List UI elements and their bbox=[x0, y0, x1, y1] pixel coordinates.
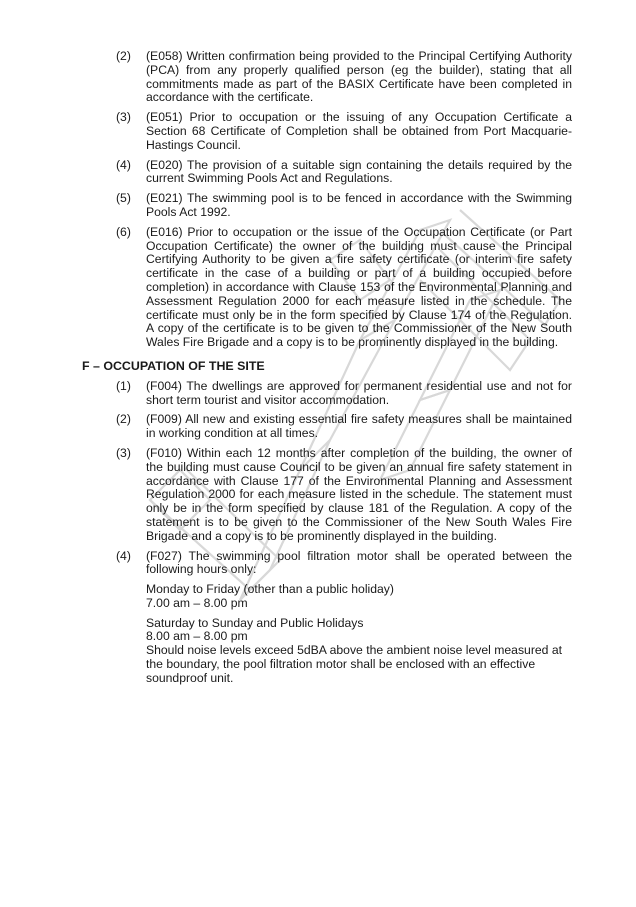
condition-f004 bbox=[82, 380, 572, 408]
item-number: (3) bbox=[116, 445, 131, 460]
item-number: (2) bbox=[116, 412, 131, 427]
condition-f010 bbox=[82, 447, 572, 544]
condition-e058 bbox=[82, 50, 572, 105]
item-number: (4) bbox=[116, 548, 131, 563]
item-number: (4) bbox=[116, 157, 131, 172]
item-text: (E016) Prior to occupation or the issue of the Occupation Certificate (or Part Occupation Certificate) the owner of the building must cause the Principal Certifying Authority to be given a fire safety certificate (or interim fire safety certificate in the case of a building or part of a building occupied before completion) in accordance with Clause 153 of the Environmental Planning and Assessment Regulation 2000 for each measure listed in the schedule. The certificate must only be in the form specified by Clause 174 of the Regulation. A copy of the certificate is to be given to the Commissioner of the New South Wales Fire Brigade and a copy is to be prominently displayed in the building. bbox=[146, 224, 572, 350]
item-number: (5) bbox=[116, 191, 131, 206]
item-text: (E021) The swimming pool is to be fenced in accordance with the Swimming Pools Act 1992. bbox=[146, 191, 572, 219]
condition-e051 bbox=[82, 111, 572, 152]
weekday-hours: 7.00 am – 8.00 pm bbox=[146, 595, 248, 610]
condition-f027 bbox=[82, 550, 572, 686]
document-body bbox=[82, 50, 572, 692]
weekday-days: Monday to Friday (other than a public holiday) bbox=[146, 582, 394, 597]
section-heading-occupation: F – OCCUPATION OF THE SITE bbox=[82, 358, 265, 373]
item-number: (6) bbox=[116, 224, 131, 239]
weekend-hours: 8.00 am – 8.00 pm bbox=[146, 629, 248, 644]
item-text: (E020) The provision of a suitable sign containing the details required by the current Swimming Pools Act and Regulations. bbox=[146, 157, 572, 186]
item-number: (1) bbox=[116, 378, 131, 393]
item-number: (3) bbox=[116, 110, 131, 125]
weekday-schedule bbox=[146, 583, 572, 611]
noise-note: Should noise levels exceed 5dBA above the ambient noise level measured at the boundary, the pool filtration motor shall be enclosed with an effective soundproof unit. bbox=[146, 643, 562, 685]
item-body bbox=[146, 550, 572, 686]
condition-e021 bbox=[82, 192, 572, 220]
condition-e020 bbox=[82, 159, 572, 187]
weekend-days: Saturday to Sunday and Public Holidays bbox=[146, 615, 364, 630]
condition-f009 bbox=[82, 413, 572, 441]
item-text: (E058) Written confirmation being provided to the Principal Certifying Authority (PCA) from any properly qualified person (eg the builder), stating that all commitments made as part of the BASIX Certificate have been completed in accordance with the certificate. bbox=[146, 49, 572, 105]
item-text: (F004) The dwellings are approved for permanent residential use and not for short term tourist and visitor accommodation. bbox=[146, 378, 572, 407]
item-text: (F027) The swimming pool filtration motor shall be operated between the following hours only: bbox=[146, 548, 572, 577]
item-number: (2) bbox=[116, 49, 131, 63]
item-text: (F010) Within each 12 months after completion of the building, the owner of the building must cause Council to be given an annual fire safety statement in accordance with Clause 177 of the Environmental Planning and Assessment Regulation 2000 for each measure listed in the schedule. The statement must only be in the form specified by clause 181 of the Regulation. A copy of the statement is to be given to the Commissioner of the New South Wales Fire Brigade and a copy is to be prominently displayed in the building. bbox=[146, 445, 572, 543]
condition-e016 bbox=[82, 226, 572, 350]
item-text: (E051) Prior to occupation or the issuing of any Occupation Certificate a Section 68 Certificate of Completion shall be obtained from Port Macquarie-Hastings Council. bbox=[146, 110, 572, 152]
weekend-schedule bbox=[146, 617, 572, 686]
item-text: (F009) All new and existing essential fire safety measures shall be maintained in working condition at all times. bbox=[146, 412, 572, 441]
